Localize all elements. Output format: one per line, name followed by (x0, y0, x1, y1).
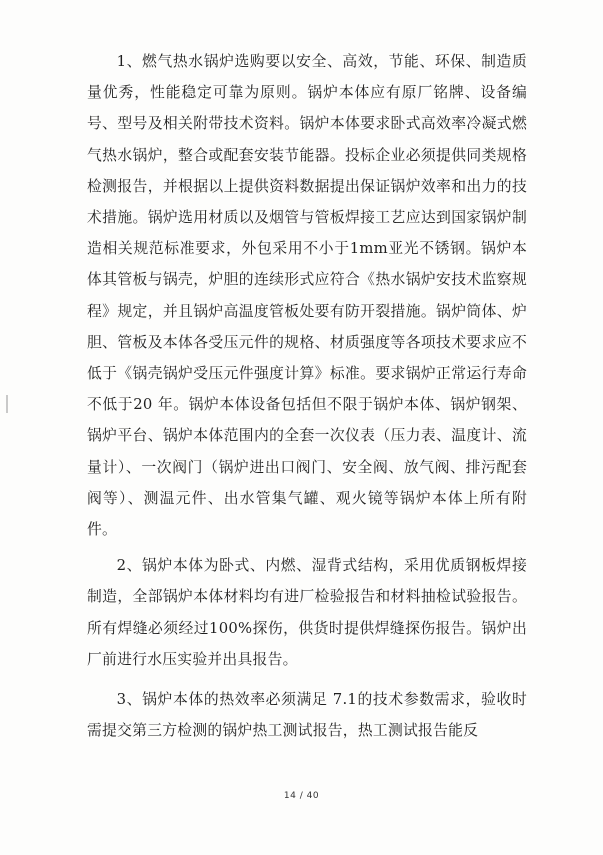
paragraph-1: 1、燃气热水锅炉选购要以安全、高效，节能、环保、制造质量优秀，性能稳定可靠为原则。锅炉本体应有原厂铭牌、设备编号、型号及相关附带技术资料。锅炉本体要求卧式高效率冷凝式燃气热水锅炉，整合或配套安装节能器。投标企业必须提供同类规格检测报告，并根据以上提供资料数据提出保证锅炉效率和出力的技术措施。锅炉选用材质以及烟管与管板焊接工艺应达到国家锅炉制造相关规范标准要求，外包采用不小于1mm亚光不锈钢。锅炉本体其管板与锅壳，炉胆的连续形式应符合《热水锅炉安技术监察规程》规定，并且锅炉高温度管板处要有防开裂措施。锅炉筒体、炉胆、管板及本体各受压元件的规格、材质强度等各项技术要求应不低于《锅壳锅炉受压元件强度计算》标准。要求锅炉正常运行寿命不低于20 年。锅炉本体设备包括但不限于锅炉本体、锅炉钢架、锅炉平台、锅炉本体范围内的全套一次仪表（压力表、温度计、流量计）、一次阀门（锅炉进出口阀门、安全阀、放气阀、排污配套阀等）、测温元件、出水管集气罐、观火镜等锅炉本体上所有附件。 (87, 53, 527, 539)
page-number: 14 / 40 (283, 791, 320, 801)
document-body (87, 46, 527, 746)
paragraph-2: 2、锅炉本体为卧式、内燃、湿背式结构，采用优质钢板焊接制造，全部锅炉本体材料均有进厂检验报告和材料抽检试验报告。所有焊缝必须经过100%探伤，供货时提供焊缝探伤报告。锅炉出厂前进行水压实验并出具报告。 (87, 557, 527, 668)
scan-artifact (6, 395, 8, 413)
paragraph-3: 3、锅炉本体的热效率必须满足 7.1的技术参数需求，验收时需提交第三方检测的锅炉热工测试报告，热工测试报告能反 (87, 691, 527, 740)
